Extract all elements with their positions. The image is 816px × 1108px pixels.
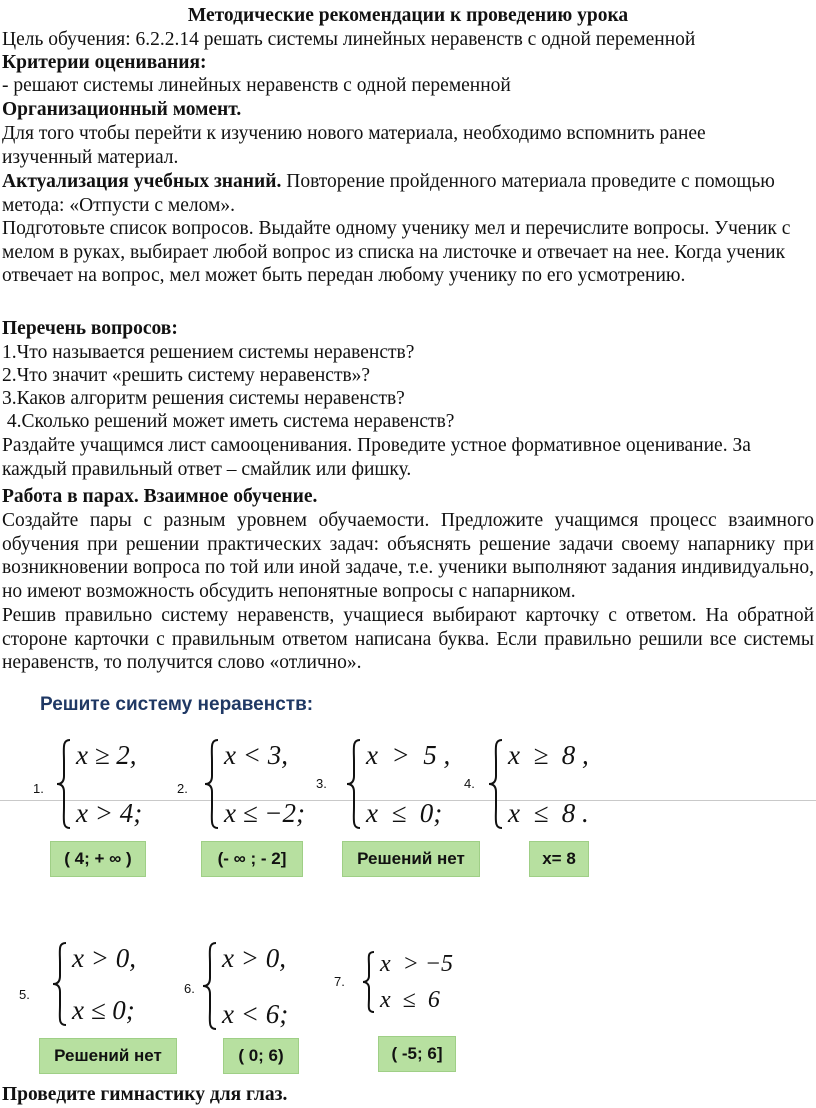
- inequality-line: x > 5 ,: [366, 740, 451, 770]
- answer-card: x= 8: [529, 841, 589, 877]
- inequality-line: x > 0,: [72, 943, 136, 973]
- inequality-system: [488, 738, 589, 830]
- question-item: 1.Что называется решением системы неравенств?: [2, 342, 415, 363]
- answer-card: Решений нет: [39, 1038, 177, 1074]
- eyes-heading: Проведите гимнастику для глаз.: [2, 1084, 288, 1105]
- brace-icon: [202, 941, 218, 1031]
- actual-text: Повторение пройденного материала проведите с помощью метода: «Отпусти с мелом».: [2, 171, 775, 216]
- actual-paragraph: [2, 170, 782, 217]
- inequality-line: x ≤ 0;: [366, 798, 443, 828]
- answer-card: ( -5; 6]: [378, 1036, 456, 1072]
- inequality-system: [56, 738, 142, 830]
- inequality-line: x ≤ 6: [380, 987, 440, 1013]
- criteria-item: - решают системы линейных неравенств с одной переменной: [2, 75, 511, 96]
- org-heading: Организационный момент.: [2, 99, 242, 120]
- question-item: 3.Каков алгоритм решения системы неравенств?: [2, 388, 405, 409]
- inequality-system: [346, 738, 450, 830]
- brace-icon: [204, 738, 220, 830]
- system-number: 7.: [334, 974, 345, 989]
- system-number: 4.: [464, 776, 475, 791]
- pairs-heading: Работа в парах. Взаимное обучение.: [2, 486, 318, 507]
- brace-icon: [346, 738, 362, 830]
- selfassess-text: Раздайте учащимся лист самооценивания. Проведите устное формативное оценивание. За каждый правильный ответ – смайлик или фишку.: [2, 435, 751, 480]
- inequality-line: x ≥ 2,: [76, 740, 137, 770]
- system-number: 2.: [177, 781, 188, 796]
- system-number: 1.: [33, 781, 44, 796]
- pairs-text: Создайте пары с разным уровнем обучаемости. Предложите учащимся процесс взаимного обучения при решении практических задач: объяснять решение задачи своему напарнику при возникновении вопроса по той или иной задаче, т.е. ученики выполняют задания индивидуально, но имеют возможность обсудить непонятные вопросы с напарником.: [2, 510, 814, 602]
- actual-heading: Актуализация учебных знаний.: [2, 171, 282, 192]
- inequality-line: x ≤ −2;: [224, 798, 306, 828]
- system-number: 5.: [19, 987, 30, 1002]
- inequality-line: x > 4;: [76, 798, 143, 828]
- inequality-line: x > 0,: [222, 943, 286, 973]
- inequality-system: [362, 950, 453, 1014]
- page-title: Методические рекомендации к проведению урока: [187, 5, 629, 26]
- answer-card: ( 0; 6): [223, 1038, 299, 1074]
- question-item: 4.Сколько решений может иметь система неравенств?: [2, 411, 455, 432]
- inequality-system: [52, 941, 136, 1027]
- inequality-line: x ≤ 0;: [72, 995, 135, 1025]
- brace-icon: [362, 950, 376, 1014]
- inequality-line: x ≥ 8 ,: [508, 740, 589, 770]
- inequality-line: x ≤ 8 .: [508, 798, 589, 828]
- question-item: 2.Что значит «решить систему неравенств»?: [2, 365, 371, 386]
- prepare-text: Подготовьте список вопросов. Выдайте одному ученику мел и перечислите вопросы. Ученик с мелом в руках, выбирает любой вопрос из списка на листочке и отвечает на нее. Когда ученик отвечает на вопрос, мел может быть передан любому ученику по его усмотрению.: [2, 218, 791, 286]
- inequality-line: x > −5: [380, 951, 454, 977]
- questions-heading: Перечень вопросов:: [2, 318, 178, 339]
- task-heading: Решите систему неравенств:: [40, 694, 314, 715]
- answer-card: ( 4; + ∞ ): [50, 841, 146, 877]
- inequality-system: [202, 941, 288, 1031]
- answer-card: (- ∞ ; - 2]: [201, 841, 303, 877]
- brace-icon: [56, 738, 72, 830]
- org-text: Для того чтобы перейти к изучению нового материала, необходимо вспомнить ранее изученный материал.: [2, 123, 706, 168]
- cards-text: Решив правильно систему неравенств, учащиеся выбирают карточку с ответом. На обратной стороне карточки с правильным ответом написана буква. Если правильно решили все системы неравенств, то получится слово «отлично».: [2, 605, 814, 673]
- inequality-line: x < 6;: [222, 999, 289, 1029]
- brace-icon: [52, 941, 68, 1027]
- learning-goal: Цель обучения: 6.2.2.14 решать системы линейных неравенств с одной переменной: [2, 29, 696, 50]
- answer-card: Решений нет: [342, 841, 480, 877]
- criteria-heading: Критерии оценивания:: [2, 52, 207, 73]
- inequality-system: [204, 738, 305, 830]
- system-number: 3.: [316, 776, 327, 791]
- brace-icon: [488, 738, 504, 830]
- inequality-line: x < 3,: [224, 740, 288, 770]
- system-number: 6.: [184, 981, 195, 996]
